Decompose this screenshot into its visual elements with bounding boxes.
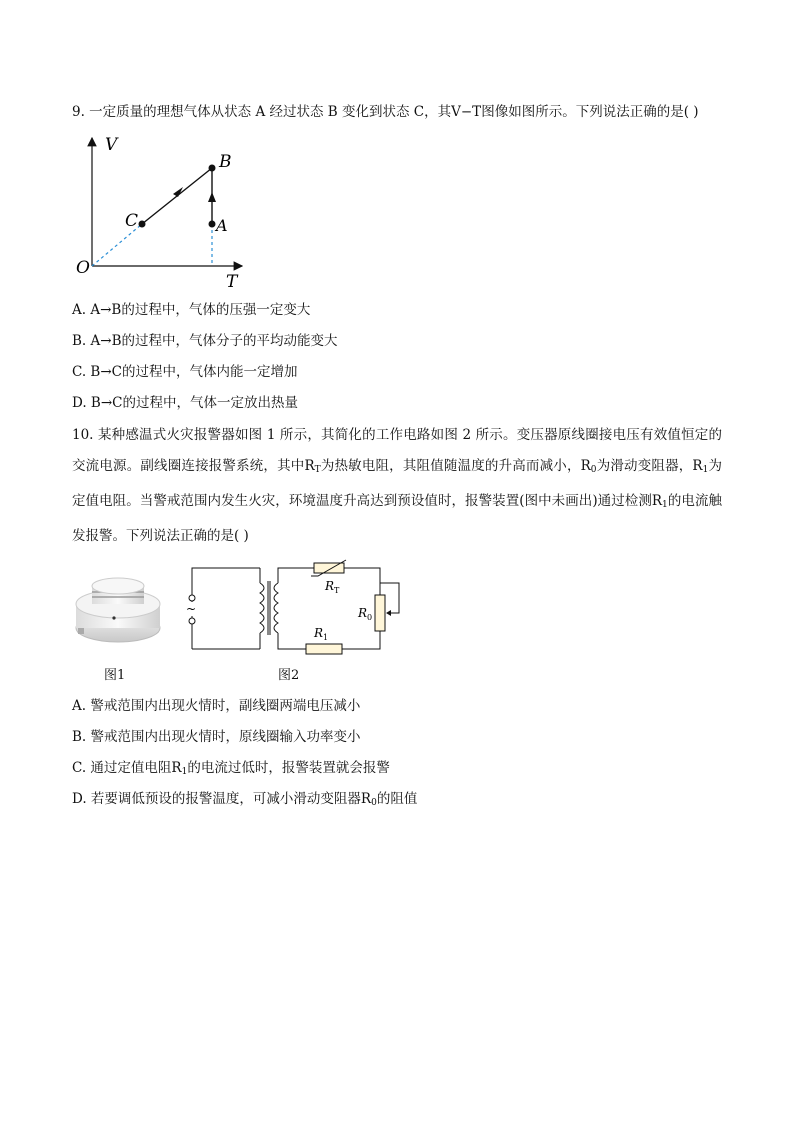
ac-source-symbol: ~ [186,602,197,616]
q9-option-a: A. A→B的过程中，气体的压强一定变大 [72,302,311,318]
fig1-caption: 图1 [104,668,126,683]
label-o: O [76,258,90,278]
label-c: C [125,211,139,231]
primary-coil [260,583,264,633]
q10-option-d: D. 若要调低预设的报警温度，可减小滑动变阻器$R_0$的阻值 [72,791,418,808]
rheostat-slider-icon [386,610,391,616]
q9-stem: 9. 一定质量的理想气体从状态 A 经过状态 B 变化到状态 C，其V−T图像如图所示。下列说法正确的是( ) [72,104,699,120]
terminal-bottom [189,618,195,624]
resistor-rt [314,563,344,573]
point-c [139,221,146,228]
label-t: T [226,272,238,290]
vt-graph [70,130,250,290]
label-rt: $R_T$ [325,579,340,595]
q10-stem: 10. 某种感温式火灾报警器如图 1 所示，其简化的工作电路如图 2 所示。变压器原线圈接电压有效值恒定的交流电源。副线圈连接报警系统，其中$R_T$为热敏电阻，其阻值随温度的升高而减小，$R_0$为滑动变阻器，$R_1$为定值电阻。当警戒范围内发生火灾，环境温度升高达到预设值时，报警装置(图中未画出)通过检测$R_1$的电流触发报警。下列说法正确的是( ) [72,427,723,544]
q10-option-c: C. 通过定值电阻$R_1$的电流过低时，报警装置就会报警 [72,760,390,777]
resistor-r1 [306,644,342,654]
point-b [209,165,216,172]
label-r0: $R_0$ [358,606,373,622]
rheostat-r0 [375,595,385,631]
terminal-top [189,595,195,601]
fig2-caption: 图2 [278,668,300,683]
q10-option-a: A. 警戒范围内出现火情时，副线圈两端电压减小 [72,698,361,714]
point-a [209,221,216,228]
q9-option-c: C. B→C的过程中，气体内能一定增加 [72,364,298,380]
q10-option-b: B. 警戒范围内出现火情时，原线圈输入功率变小 [72,729,361,745]
label-v: V [105,135,118,155]
circuit-diagram [180,553,420,663]
label-a: A [216,216,228,235]
q9-option-b: B. A→B的过程中，气体分子的平均动能变大 [72,333,338,349]
q9-option-d: D. B→C的过程中，气体一定放出热量 [72,395,298,411]
label-r1: $R_1$ [314,626,329,642]
label-b: B [219,152,232,172]
secondary-coil [274,583,278,633]
arrow-ab-icon [208,192,216,202]
fire-detector-photo [70,570,170,650]
